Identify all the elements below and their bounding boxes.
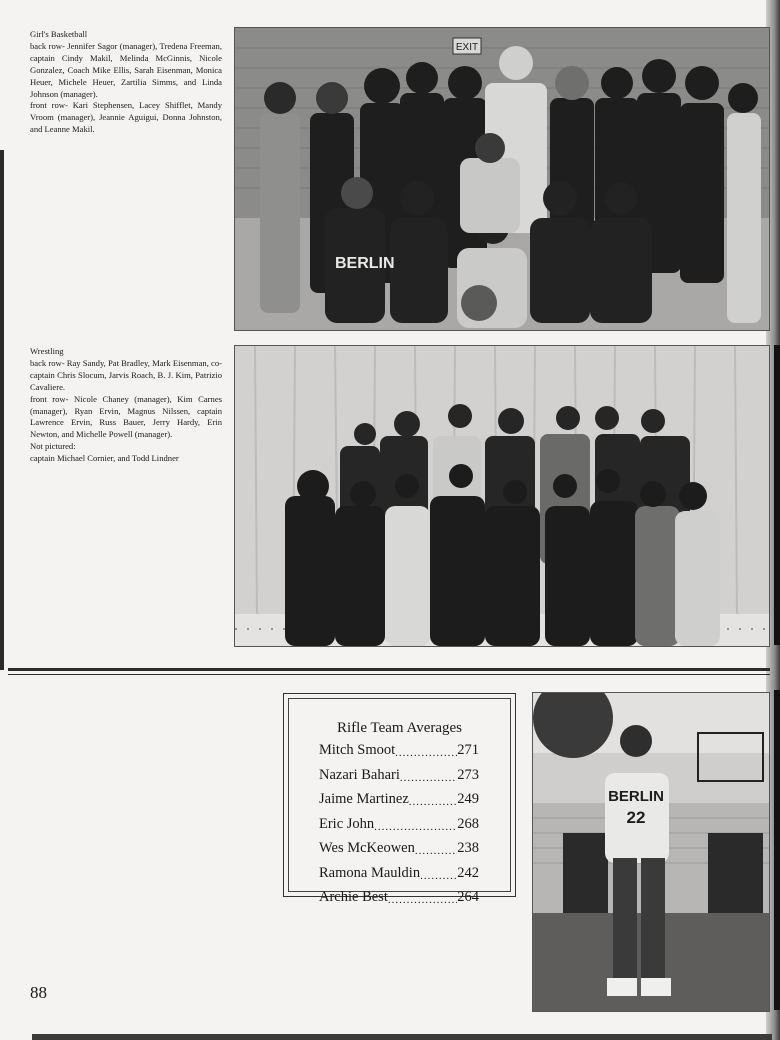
- shooter-name: Eric John: [319, 815, 375, 832]
- rifle-row: [319, 789, 479, 814]
- exit-sign: EXIT: [455, 42, 479, 53]
- basketball-team-photo: [234, 27, 770, 331]
- not-pictured-label: Not pictured:: [30, 441, 76, 452]
- free-throw-photo: [532, 692, 770, 1012]
- rifle-row: [319, 765, 479, 790]
- rifle-scores-list: [319, 740, 479, 912]
- shooter-score: 242: [457, 864, 479, 881]
- rifle-row: [319, 814, 479, 839]
- wrestling-front-row: front row- Nicole Chaney (manager), Kim Carnes (manager), Ryan Ervin, Magnus Nilssen, captain Lawrence Ervin, Russ Bauer, Jerry Hardy, Erin Newton, and Michelle Powell (manager).: [30, 393, 222, 440]
- shooter-name: Jaime Martinez: [319, 791, 409, 807]
- wrestling-team-photo: [234, 345, 770, 647]
- shooter-name: Ramona Mauldin: [319, 864, 421, 881]
- spine-mark: [774, 345, 780, 645]
- rifle-title: Rifle Team Averages: [336, 720, 463, 736]
- player-jersey-text: BERLIN: [608, 788, 664, 805]
- shooter-score: 238: [457, 840, 479, 856]
- shooter-name: Wes McKeowen: [319, 840, 415, 856]
- shooter-score: 268: [457, 815, 479, 832]
- shooter-score: 273: [457, 766, 479, 783]
- wrestling-back-row: back row- Ray Sandy, Pat Bradley, Mark Eisenman, co-captain Chris Slocum, Jarvis Roach, B. J. Kim, Patrizio Cavaliere.: [30, 357, 222, 392]
- shooter-name: Archie Best: [319, 889, 388, 905]
- section-divider-thin: [8, 674, 770, 675]
- rifle-row: [319, 740, 479, 765]
- shooter-score: 271: [457, 742, 479, 758]
- shooter-score: 264: [457, 889, 479, 905]
- shooter-score: 249: [457, 791, 479, 807]
- not-pictured-names: captain Michael Cornier, and Todd Lindner: [30, 453, 179, 464]
- bottom-edge-bar: [32, 1034, 772, 1040]
- player-jersey-number: 22: [626, 808, 646, 827]
- wrestling-caption: [30, 346, 222, 465]
- rifle-row: [319, 887, 479, 912]
- rifle-row: [319, 838, 479, 863]
- spine-mark: [774, 690, 780, 1010]
- rifle-row: [319, 863, 479, 888]
- basketball-title: Girl's Basketball: [30, 29, 88, 39]
- left-margin-line: [0, 150, 4, 670]
- shooter-name: Nazari Bahari: [319, 766, 400, 783]
- rifle-team-averages-box: [283, 693, 516, 905]
- basketball-back-row: back row- Jennifer Sagor (manager), Tredena Freeman, captain Cindy Makil, Melinda McGinnis, Nicole Gonzalez, Coach Mike Ellis, Sarah Eisenman, Monica Heuer, Michele Heuer, Zartilia Simms, and Linda Johnson (manager).: [30, 40, 222, 99]
- wrestling-title: Wrestling: [30, 346, 64, 356]
- page-number: 88: [30, 983, 47, 1002]
- shooter-name: Mitch Smoot: [319, 742, 396, 758]
- basketball-caption: [30, 29, 222, 136]
- basketball-front-row: front row- Kari Stephensen, Lacey Shifflet, Mandy Vroom (manager), Jeannie Aguigui, Donna Johnston, and Leanne Makil.: [30, 100, 222, 135]
- section-divider: [8, 668, 770, 671]
- jersey-lettering: BERLIN: [335, 255, 395, 272]
